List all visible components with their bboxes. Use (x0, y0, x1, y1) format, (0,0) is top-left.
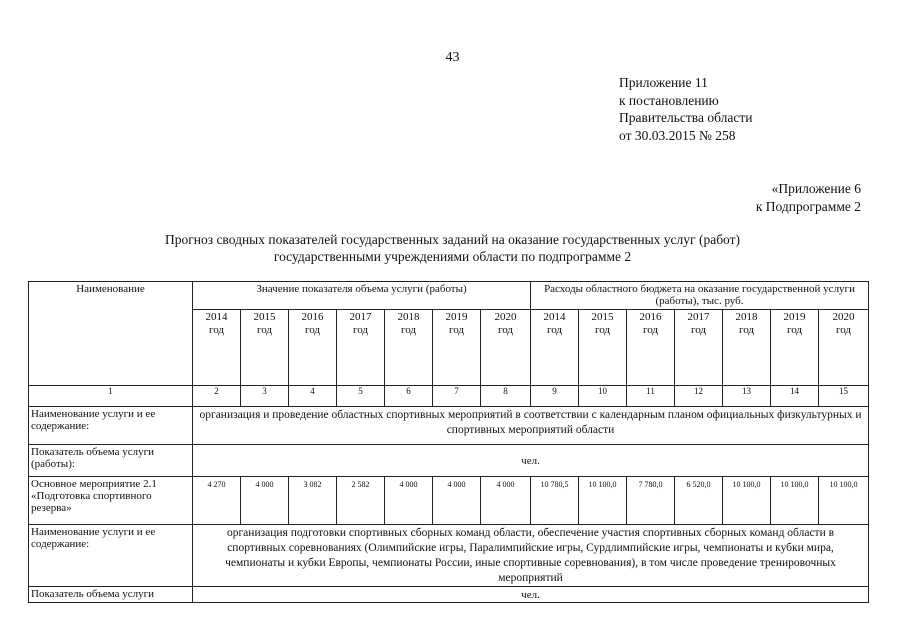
year-value: 2019 (445, 311, 468, 323)
year-value: 2015 (253, 311, 276, 323)
measure-value: 4 270 (193, 477, 241, 525)
measure-value: 2 582 (337, 477, 385, 525)
measure-value: 4 000 (481, 477, 531, 525)
year-header (771, 310, 819, 386)
volume-group-header: Значение показателя объема услуги (работы) (193, 282, 531, 310)
unit-label: чел. (193, 587, 869, 603)
year-suffix: год (690, 324, 707, 336)
year-suffix: год (400, 324, 417, 336)
year-suffix: год (256, 324, 273, 336)
subprogram-line: к Подпрограмме 2 (755, 199, 861, 214)
measure-value: 10 100,0 (771, 477, 819, 525)
column-number: 2 (193, 386, 241, 407)
column-number: 13 (723, 386, 771, 407)
year-value: 2014 (543, 311, 566, 323)
column-number: 11 (627, 386, 675, 407)
volume-indicator-label: Показатель объема услуги (работы): (29, 445, 193, 477)
year-value: 2018 (397, 311, 420, 323)
measure-value: 10 100,0 (579, 477, 627, 525)
measure-value: 4 000 (385, 477, 433, 525)
measure-value: 7 780,0 (627, 477, 675, 525)
year-header (675, 310, 723, 386)
column-number: 8 (481, 386, 531, 407)
title-line: Прогноз сводных показателей государственных заданий на оказание государственных услуг (работ) (164, 232, 741, 247)
year-suffix: год (786, 324, 803, 336)
measure-label: Основное мероприятие 2.1 «Подготовка спортивного резерва» (29, 477, 193, 525)
year-header (819, 310, 869, 386)
column-number: 14 (771, 386, 819, 407)
year-value: 2017 (349, 311, 372, 323)
year-value: 2017 (687, 311, 710, 323)
column-number: 6 (385, 386, 433, 407)
year-header (433, 310, 481, 386)
service-name-label: Наименование услуги и ее содержание: (29, 525, 193, 587)
column-number: 5 (337, 386, 385, 407)
column-number: 10 (579, 386, 627, 407)
measure-value: 10 100,0 (723, 477, 771, 525)
year-header (385, 310, 433, 386)
service-name-label: Наименование услуги и ее содержание: (29, 407, 193, 445)
year-header (627, 310, 675, 386)
year-header (481, 310, 531, 386)
appendix-block (619, 74, 752, 144)
expense-group-header: Расходы областного бюджета на оказание государственной услуги (работы), тыс. руб. (531, 282, 869, 310)
column-number: 12 (675, 386, 723, 407)
appendix-line: к постановлению (619, 92, 719, 108)
measure-value: 10 780,5 (531, 477, 579, 525)
year-value: 2016 (639, 311, 662, 323)
year-suffix: год (208, 324, 225, 336)
volume-indicator-label: Показатель объема услуги (29, 587, 193, 603)
measure-value: 3 082 (289, 477, 337, 525)
appendix-line: Приложение 11 (619, 75, 708, 90)
year-suffix: год (594, 324, 611, 336)
document-title (0, 231, 905, 265)
measure-value: 4 000 (433, 477, 481, 525)
year-header (241, 310, 289, 386)
year-suffix: год (304, 324, 321, 336)
year-value: 2018 (735, 311, 758, 323)
service-description: организация подготовки спортивных сборных команд области, обеспечение участия спортивных сборных команд области в спортивных соревнованиях (Олимпийские игры, Паралимпийские игры, Сурдлимпийские игры, чемпионаты и кубки мира, чемпионаты и кубки Европы, чемпионаты России, иные спортивные соревнования), в том числе проведение тренировочных мероприятий (193, 525, 869, 587)
title-line: государственными учреждениями области по подпрограмме 2 (273, 249, 632, 264)
page-number: 43 (445, 50, 460, 65)
year-suffix: год (448, 324, 465, 336)
column-number: 3 (241, 386, 289, 407)
year-header (289, 310, 337, 386)
year-value: 2014 (205, 311, 228, 323)
measure-value: 10 100,0 (819, 477, 869, 525)
year-header (579, 310, 627, 386)
appendix-line: от 30.03.2015 № 258 (619, 127, 736, 143)
subprogram-line: «Приложение 6 (771, 181, 861, 196)
year-suffix: год (546, 324, 563, 336)
name-header: Наименование (29, 282, 193, 386)
year-suffix: год (497, 324, 514, 336)
column-number: 9 (531, 386, 579, 407)
year-value: 2015 (591, 311, 614, 323)
year-suffix: год (738, 324, 755, 336)
year-header (531, 310, 579, 386)
year-value: 2019 (783, 311, 806, 323)
subprogram-reference (756, 180, 861, 216)
appendix-line: Правительства области (619, 110, 753, 125)
year-header (193, 310, 241, 386)
service-description: организация и проведение областных спортивных мероприятий в соответствии с календарным планом официальных физкультурных и спортивных мероприятий области (193, 407, 869, 445)
forecast-table (28, 281, 869, 603)
measure-value: 6 520,0 (675, 477, 723, 525)
column-number: 1 (29, 386, 193, 407)
year-header (337, 310, 385, 386)
year-value: 2020 (494, 311, 517, 323)
measure-value: 4 000 (241, 477, 289, 525)
year-header (723, 310, 771, 386)
year-value: 2016 (301, 311, 324, 323)
column-number: 4 (289, 386, 337, 407)
year-suffix: год (835, 324, 852, 336)
year-suffix: год (352, 324, 369, 336)
year-suffix: год (642, 324, 659, 336)
year-value: 2020 (832, 311, 855, 323)
unit-label: чел. (193, 445, 869, 477)
column-number: 7 (433, 386, 481, 407)
column-number: 15 (819, 386, 869, 407)
